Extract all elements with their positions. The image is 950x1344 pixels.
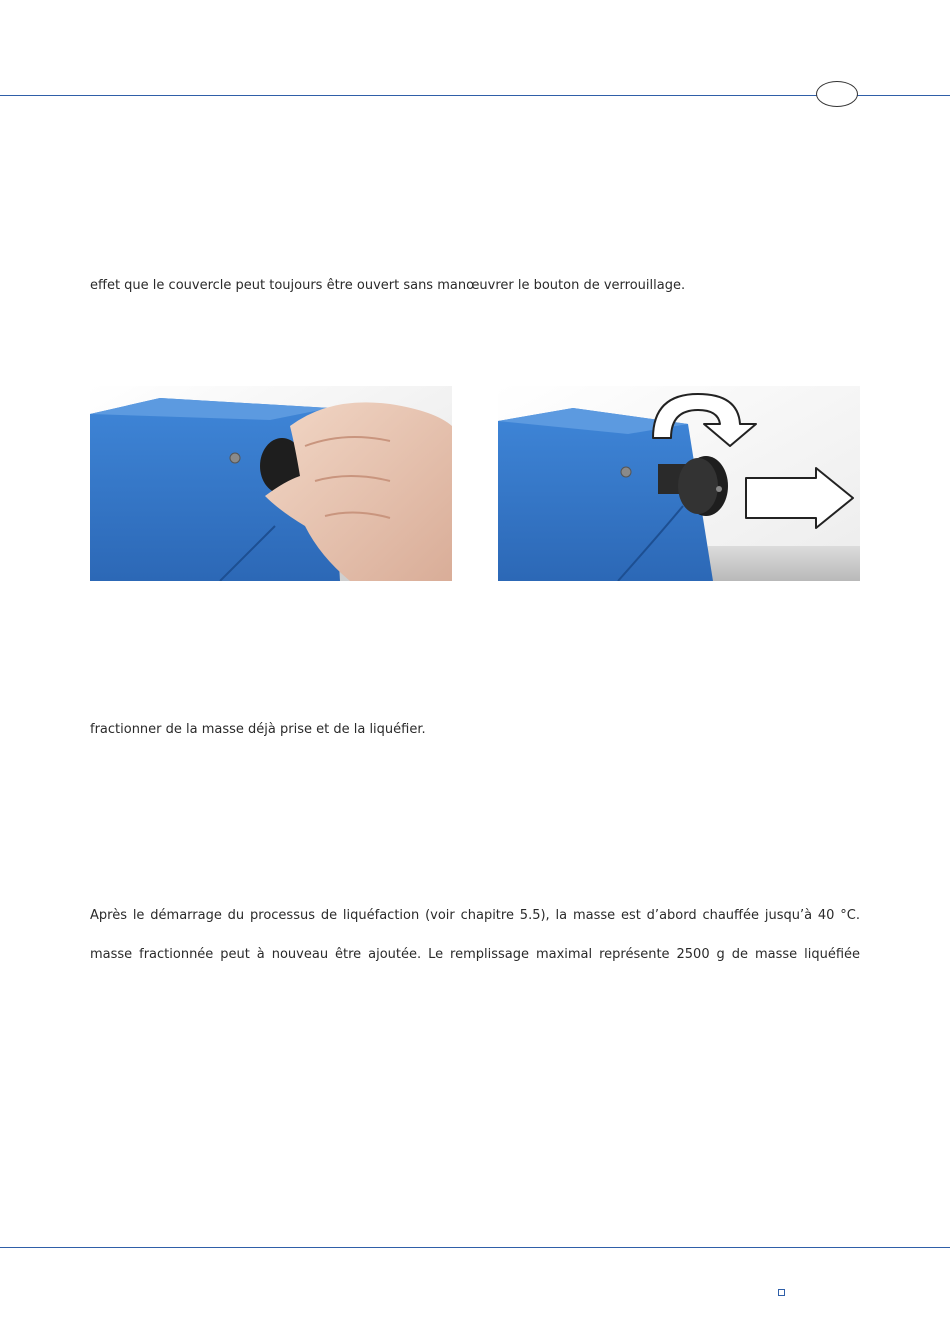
paragraph-1: effet que le couvercle peut toujours être ouvert sans manœuvrer le bouton de verrouillage.	[90, 278, 686, 293]
footer-square-icon	[778, 1289, 785, 1296]
footer-rule	[0, 1247, 950, 1248]
header-rule	[0, 95, 950, 96]
photo-hand-pressing-knob	[90, 386, 452, 581]
paragraph-4: masse fractionnée peut à nouveau être ajoutée. Le remplissage maximal représente 2500 g de masse liquéfiée	[90, 947, 860, 962]
photo-knob-turned-pulled	[498, 386, 860, 581]
page-number-oval	[816, 81, 858, 107]
paragraph-2: fractionner de la masse déjà prise et de la liquéfier.	[90, 722, 426, 737]
paragraph-3: Après le démarrage du processus de liquéfaction (voir chapitre 5.5), la masse est d’abord chauffée jusqu’à 40 °C.	[90, 908, 860, 923]
